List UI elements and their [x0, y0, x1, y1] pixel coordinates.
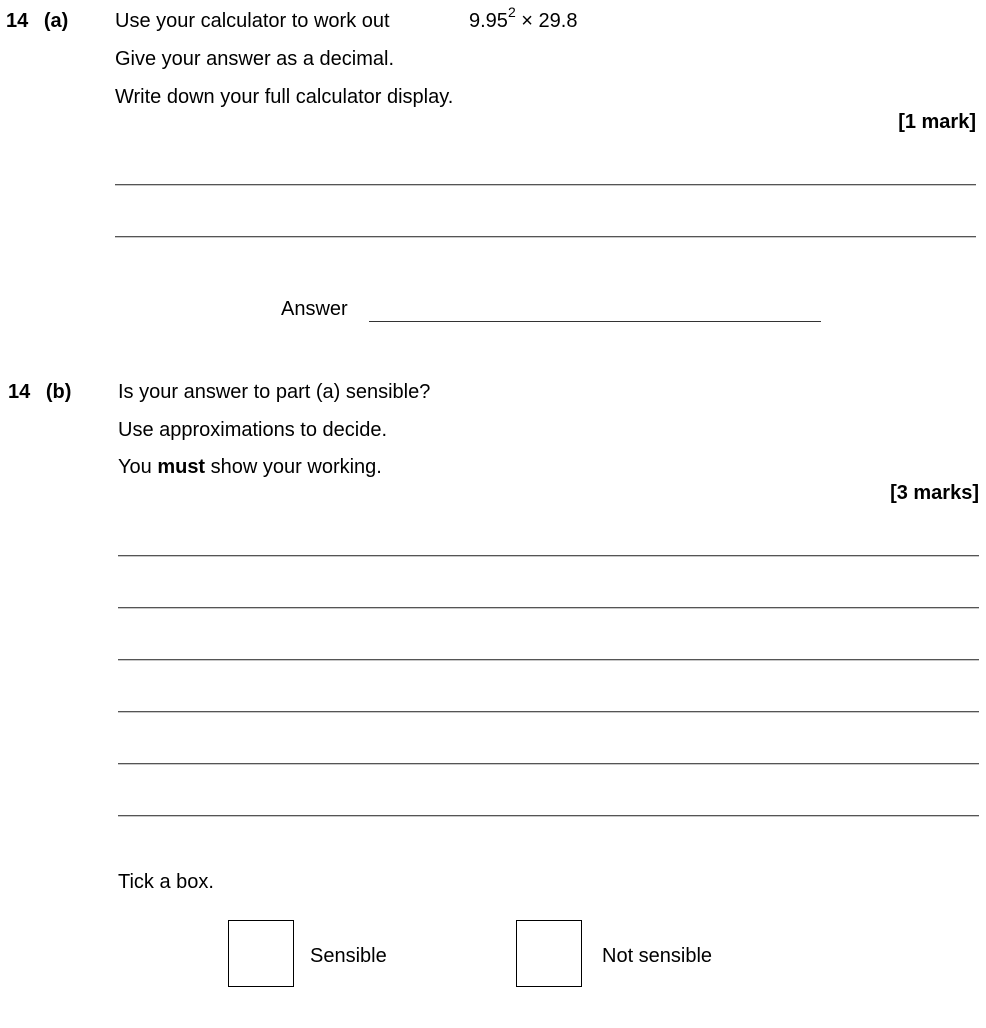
instruction-calculate: Use your calculator to work out [115, 10, 390, 32]
part-label: (a) [43, 10, 69, 32]
part-label: (b) [45, 381, 72, 403]
instruction-sensible: Is your answer to part (a) sensible? [118, 381, 431, 403]
working-line[interactable] [118, 659, 979, 661]
not-sensible-checkbox[interactable] [516, 920, 582, 987]
instruction-emphasis: must [157, 456, 206, 478]
marks-a: [1 mark] [898, 111, 976, 133]
math-expression [469, 4, 578, 32]
answer-label: Answer [281, 298, 348, 320]
expression-rest: × 29.8 [515, 10, 578, 32]
instruction-prefix: You [118, 456, 158, 478]
working-line[interactable] [115, 236, 976, 238]
question-number: 14 [6, 10, 29, 32]
working-line[interactable] [118, 711, 979, 713]
sensible-label: Sensible [310, 945, 387, 967]
sensible-checkbox[interactable] [228, 920, 294, 987]
instruction-working [118, 457, 382, 477]
working-line[interactable] [118, 763, 979, 765]
question-number: 14 [8, 381, 31, 403]
expression-exponent: 2 [507, 4, 516, 21]
working-line[interactable] [118, 555, 979, 557]
instruction-display: Write down your full calculator display. [115, 86, 454, 108]
expression-base: 9.95 [469, 10, 508, 32]
instruction-decimal: Give your answer as a decimal. [115, 48, 395, 70]
working-line[interactable] [118, 607, 979, 609]
answer-line[interactable] [369, 321, 821, 322]
marks-b: [3 marks] [890, 482, 979, 504]
working-line[interactable] [118, 815, 979, 817]
working-line[interactable] [115, 184, 976, 186]
question-number-a [6, 11, 68, 31]
not-sensible-label: Not sensible [602, 945, 713, 967]
tick-instruction: Tick a box. [118, 871, 214, 893]
instruction-suffix: show your working. [205, 456, 382, 478]
instruction-approximations: Use approximations to decide. [118, 419, 388, 441]
question-number-b [8, 382, 71, 402]
